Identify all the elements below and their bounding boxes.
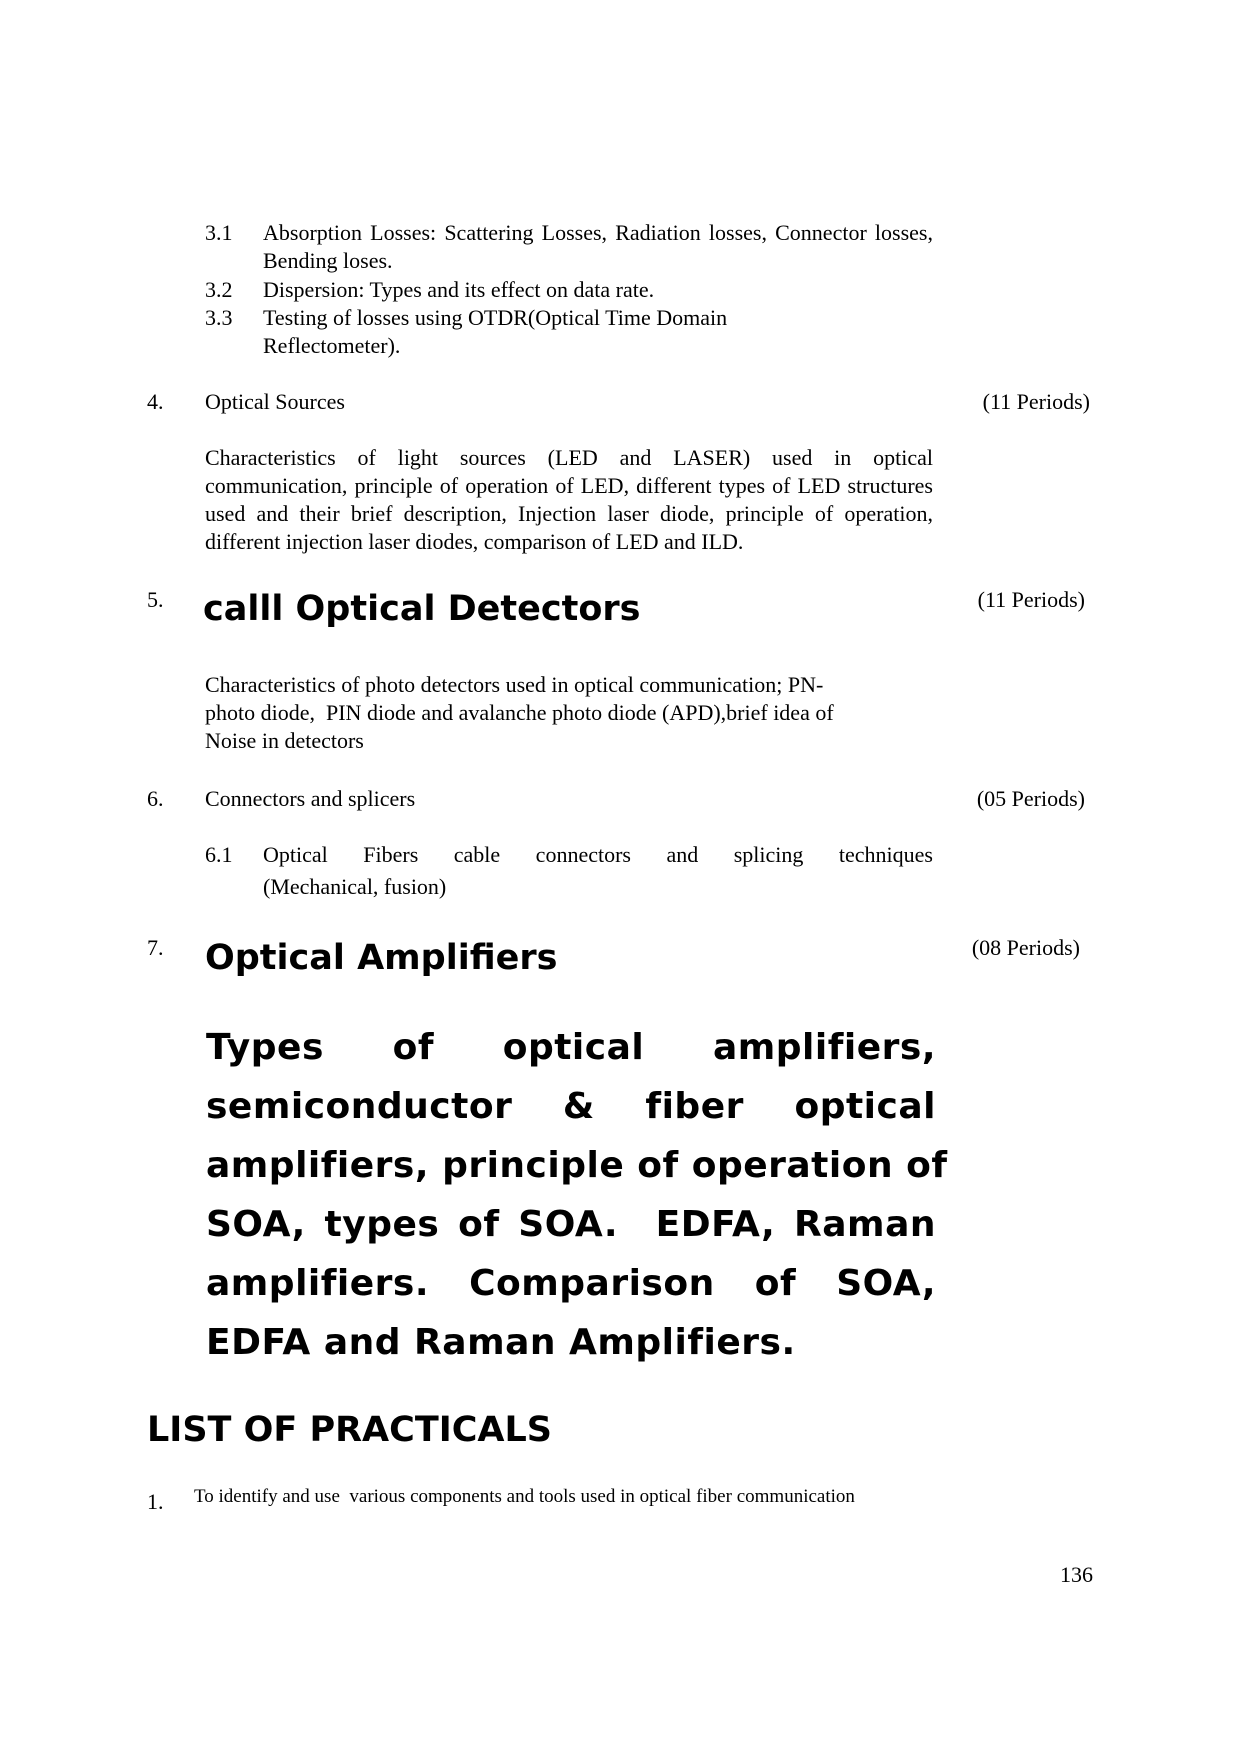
item-text: Reflectometer). — [263, 333, 401, 358]
body-line: semiconductor & fiber optical — [206, 1086, 936, 1127]
section-title: Connectors and splicers — [205, 786, 416, 811]
item-text: Dispersion: Types and its effect on data rate. — [263, 277, 655, 302]
item-number: 6.1 — [205, 842, 233, 867]
practicals-heading: LIST OF PRACTICALS — [147, 1410, 552, 1450]
section-periods: (11 Periods) — [977, 587, 1085, 612]
body-line: amplifiers, principle of operation of — [206, 1145, 948, 1186]
section-periods: (05 Periods) — [976, 786, 1085, 811]
section-title: calll Optical Detectors — [203, 589, 641, 629]
item-text: (Mechanical, fusion) — [263, 874, 447, 899]
section-title: Optical Amplifiers — [205, 938, 558, 978]
body-line: EDFA and Raman Amplifiers. — [206, 1322, 796, 1363]
section-body: Characteristics of light sources (LED and LASER) used in optical communication, principle of operation of LED, different types of LED structures used and their brief description, Injection laser diode, principle of operation, different injection laser diodes, comparison of LED and ILD. — [205, 445, 933, 554]
body-line: SOA, types of SOA. EDFA, Raman — [206, 1204, 936, 1245]
section-periods: (08 Periods) — [971, 935, 1080, 960]
practical-text: To identify and use various components and tools used in optical fiber communication — [194, 1486, 855, 1507]
item-number: 3.2 — [205, 277, 233, 302]
item-number: 3.1 — [205, 220, 233, 245]
section-periods: (11 Periods) — [982, 389, 1090, 414]
section-number: 4. — [147, 389, 164, 414]
section-title: Optical Sources — [205, 389, 345, 414]
body-line: photo diode, PIN diode and avalanche photo diode (APD),brief idea of — [205, 700, 834, 725]
section-number: 5. — [147, 587, 164, 612]
item-text: Absorption Losses: Scattering Losses, Radiation losses, Connector losses, Bending loses. — [263, 220, 933, 273]
item-text: Testing of losses using OTDR(Optical Time Domain — [263, 305, 728, 330]
section-body — [206, 1018, 948, 1372]
page-number: 136 — [1060, 1562, 1093, 1587]
item-number: 3.3 — [205, 305, 233, 330]
item-text: Optical Fibers cable connectors and splicing techniques — [263, 842, 933, 867]
practical-number: 1. — [147, 1489, 164, 1514]
body-line: amplifiers. Comparison of SOA, — [206, 1263, 936, 1304]
body-line: Characteristics of photo detectors used in optical communication; PN- — [205, 672, 824, 697]
section-number: 6. — [147, 786, 164, 811]
section-number: 7. — [147, 935, 164, 960]
body-line: Noise in detectors — [205, 728, 364, 753]
body-line: Types of optical amplifiers, — [206, 1027, 936, 1068]
